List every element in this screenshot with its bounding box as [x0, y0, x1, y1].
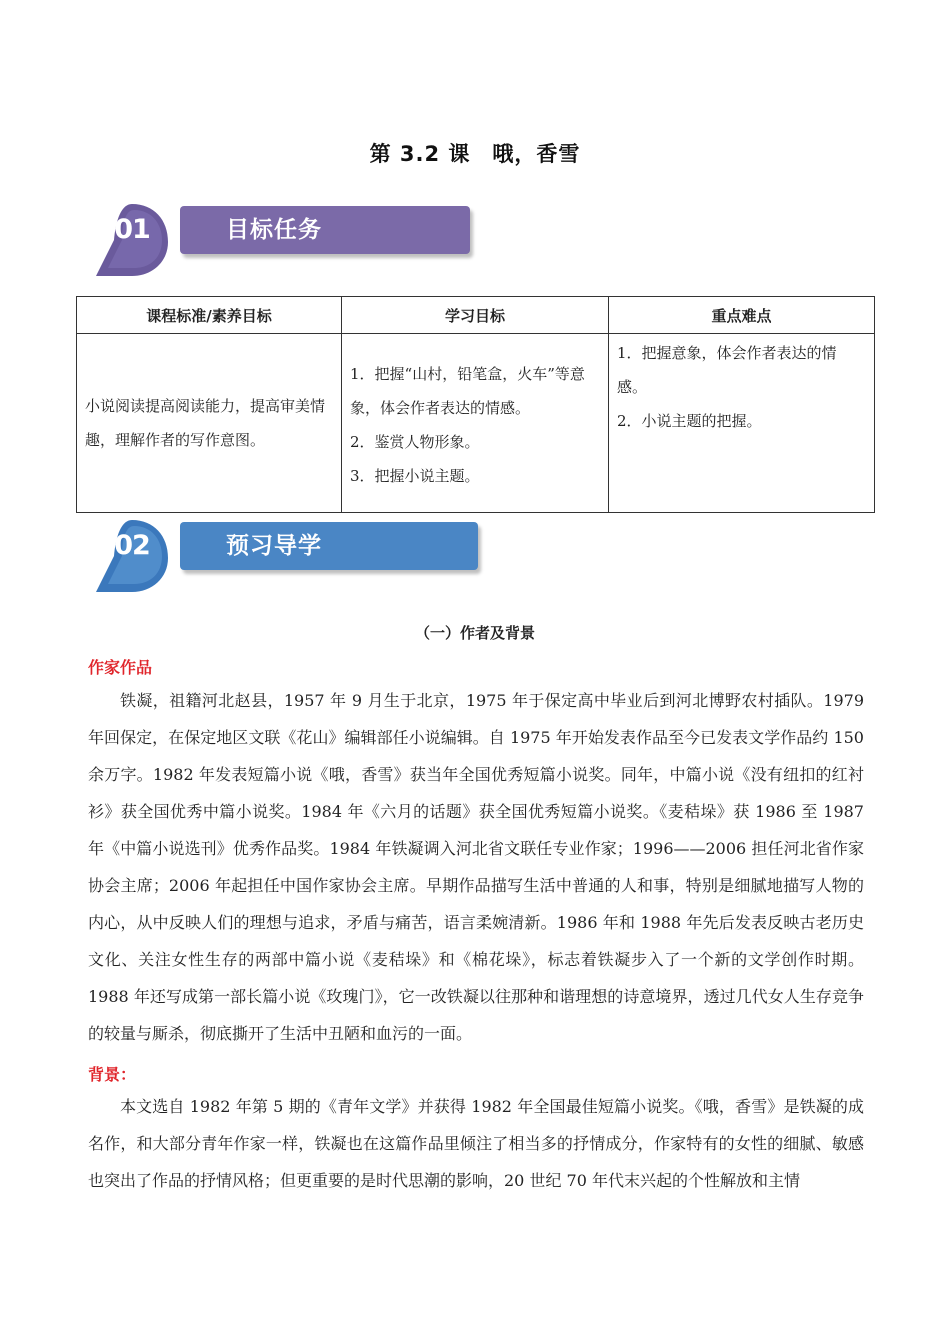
table-cell-standard [77, 334, 342, 513]
banner-label: 目标任务 [180, 206, 470, 254]
banner-number-badge [92, 200, 172, 280]
table-header: 学习目标 [342, 297, 609, 334]
objective-item: 2．鉴赏人物形象。 [350, 433, 480, 451]
table-header: 重点难点 [609, 297, 875, 334]
table-header-row [77, 297, 875, 334]
section-banner-preview [92, 516, 392, 596]
keypoint-item: 2．小说主题的把握。 [617, 412, 762, 430]
standard-text: 小说阅读提高阅读能力，提高审美情趣，理解作者的写作意图。 [85, 397, 326, 449]
page-title: 第 3.2 课 哦，香雪 [369, 142, 581, 166]
table-row [77, 334, 875, 513]
author-paragraph: 铁凝，祖籍河北赵县，1957 年 9 月生于北京，1975 年于保定高中毕业后到河北博野农村插队。1979 年回保定，在保定地区文联《花山》编辑部任小说编辑。自 1975 年开始发表作品至今已发表文学作品约 150 余万字。1982 年发表短篇小说《哦，香雪》获当年全国优秀短篇小说奖。同年，中篇小说《没有纽扣的红衬衫》获全国优秀中篇小说奖。1984 年《六月的话题》获全国优秀短篇小说奖。《麦秸垛》获 1986 至 1987 年《中篇小说选刊》优秀作品奖。1984 年铁凝调入河北省文联任专业作家；1996——2006 担任河北省作家协会主席；2006 年起担任中国作家协会主席。早期作品描写生活中普通的人和事，特别是细腻地描写人物的内心，从中反映人们的理想与追求，矛盾与痛苦，语言柔婉清新。1986 年和 1988 年先后发表反映古老历史文化、关注女性生存的两部中篇小说《麦秸垛》和《棉花垛》，标志着铁凝步入了一个新的文学创作时期。1988 年还写成第一部长篇小说《玫瑰门》，它一改铁凝以往那种和谐理想的诗意境界，透过几代女人生存竞争的较量与厮杀，彻底撕开了生活中丑陋和血污的一面。 [88, 691, 864, 1043]
goals-table [76, 296, 875, 513]
table-cell-objectives [342, 334, 609, 513]
section-subtitle: （一）作者及背景 [414, 624, 535, 642]
section-banner-goals [92, 200, 392, 280]
objective-item: 3．把握小说主题。 [350, 467, 480, 485]
table-cell-keypoints [609, 334, 875, 513]
banner-label: 预习导学 [180, 522, 478, 570]
background-paragraph: 本文选自 1982 年第 5 期的《青年文学》并获得 1982 年全国最佳短篇小说奖。《哦，香雪》是铁凝的成名作，和大部分青年作家一样，铁凝也在这篇作品里倾注了相当多的抒情成分，作家特有的女性的细腻、敏感也突出了作品的抒情风格；但更重要的是时代思潮的影响，20 世纪 70 年代末兴起的个性解放和主情 [88, 1097, 864, 1190]
banner-number-badge [92, 516, 172, 596]
objective-item: 1．把握“山村，铅笔盒，火车”等意象，体会作者表达的情感。 [350, 365, 585, 417]
author-heading: 作家作品 [88, 658, 153, 677]
banner-number: 01 [114, 214, 150, 245]
banner-number: 02 [114, 530, 150, 561]
keypoint-item: 1．把握意象，体会作者表达的情感。 [617, 344, 837, 396]
background-heading: 背景： [88, 1065, 137, 1084]
table-header: 课程标准/素养目标 [77, 297, 342, 334]
